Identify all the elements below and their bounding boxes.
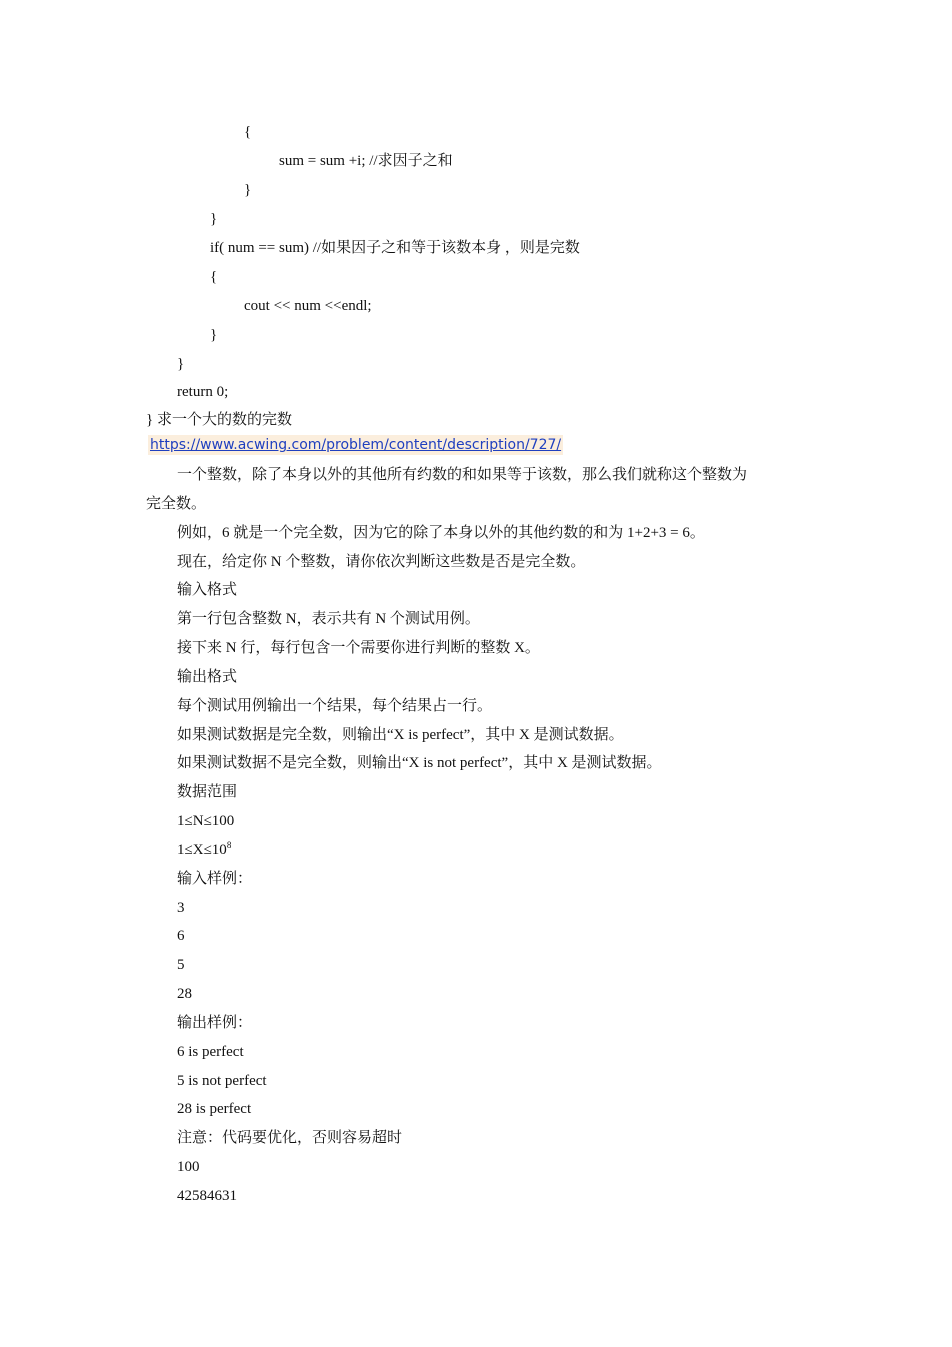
sample-input-heading: 输入样例： (177, 871, 253, 887)
sample-input-line: 5 (177, 957, 185, 973)
code-line-close-brace-if: } (210, 327, 218, 343)
output-format-line-3: 如果测试数据不是完全数，则输出“X is not perfect”，其中 X 是测试数据。 (177, 755, 662, 771)
sample-input-line: 3 (177, 900, 185, 916)
code-line-open-brace-if: { (210, 269, 218, 285)
range-n: 1≤N≤100 (177, 813, 235, 829)
data-range-heading: 数据范围 (177, 784, 238, 800)
input-format-line-1: 第一行包含整数 N，表示共有 N 个测试用例。 (177, 611, 480, 627)
code-line-close-brace-inner: } (244, 182, 252, 198)
sample-output-line: 28 is perfect (177, 1101, 252, 1117)
extra-value-line: 100 (177, 1159, 200, 1175)
output-format-heading: 输出格式 (177, 669, 238, 685)
sample-output-line: 6 is perfect (177, 1044, 244, 1060)
section-heading: } 求一个大的数的完数 (146, 412, 292, 428)
code-line-sum: sum = sum +i; //求因子之和 (279, 153, 453, 169)
problem-link[interactable]: https://www.acwing.com/problem/content/description/727/ (150, 437, 562, 453)
code-line-return: return 0; (177, 384, 229, 400)
sample-output-heading: 输出样例： (177, 1015, 253, 1031)
input-format-line-2: 接下来 N 行，每行包含一个需要你进行判断的整数 X。 (177, 640, 540, 656)
output-format-line-1: 每个测试用例输出一个结果，每个结果占一行。 (177, 698, 493, 714)
sample-output-line: 5 is not perfect (177, 1073, 267, 1089)
code-line-close-brace-outer: } (177, 356, 185, 372)
range-x-exponent: 8 (226, 840, 232, 850)
description-line-2: 完全数。 (146, 496, 207, 512)
range-x (177, 840, 231, 860)
sample-input-line: 6 (177, 928, 185, 944)
task-line: 现在，给定你 N 个整数，请你依次判断这些数是否是完全数。 (177, 554, 586, 570)
code-line-close-brace-for: } (210, 211, 218, 227)
input-format-heading: 输入格式 (177, 582, 238, 598)
note-line: 注意：代码要优化，否则容易超时 (177, 1130, 403, 1146)
extra-value-line: 42584631 (177, 1188, 237, 1204)
code-line-open-brace-inner: { (244, 124, 252, 140)
output-format-line-2: 如果测试数据是完全数，则输出“X is perfect”，其中 X 是测试数据。 (177, 727, 624, 743)
code-line-if: if( num == sum) //如果因子之和等于该数本身 ，则是完数 (210, 240, 580, 256)
example-line: 例如，6 就是一个完全数，因为它的除了本身以外的其他约数的和为 1+2+3 = 6。 (177, 525, 705, 541)
sample-input-line: 28 (177, 986, 192, 1002)
range-x-base: 1≤X≤10 (177, 842, 227, 858)
code-line-cout: cout << num <<endl; (244, 298, 372, 314)
description-line-1: 一个整数，除了本身以外的其他所有约数的和如果等于该数，那么我们就称这个整数为 (177, 467, 748, 483)
